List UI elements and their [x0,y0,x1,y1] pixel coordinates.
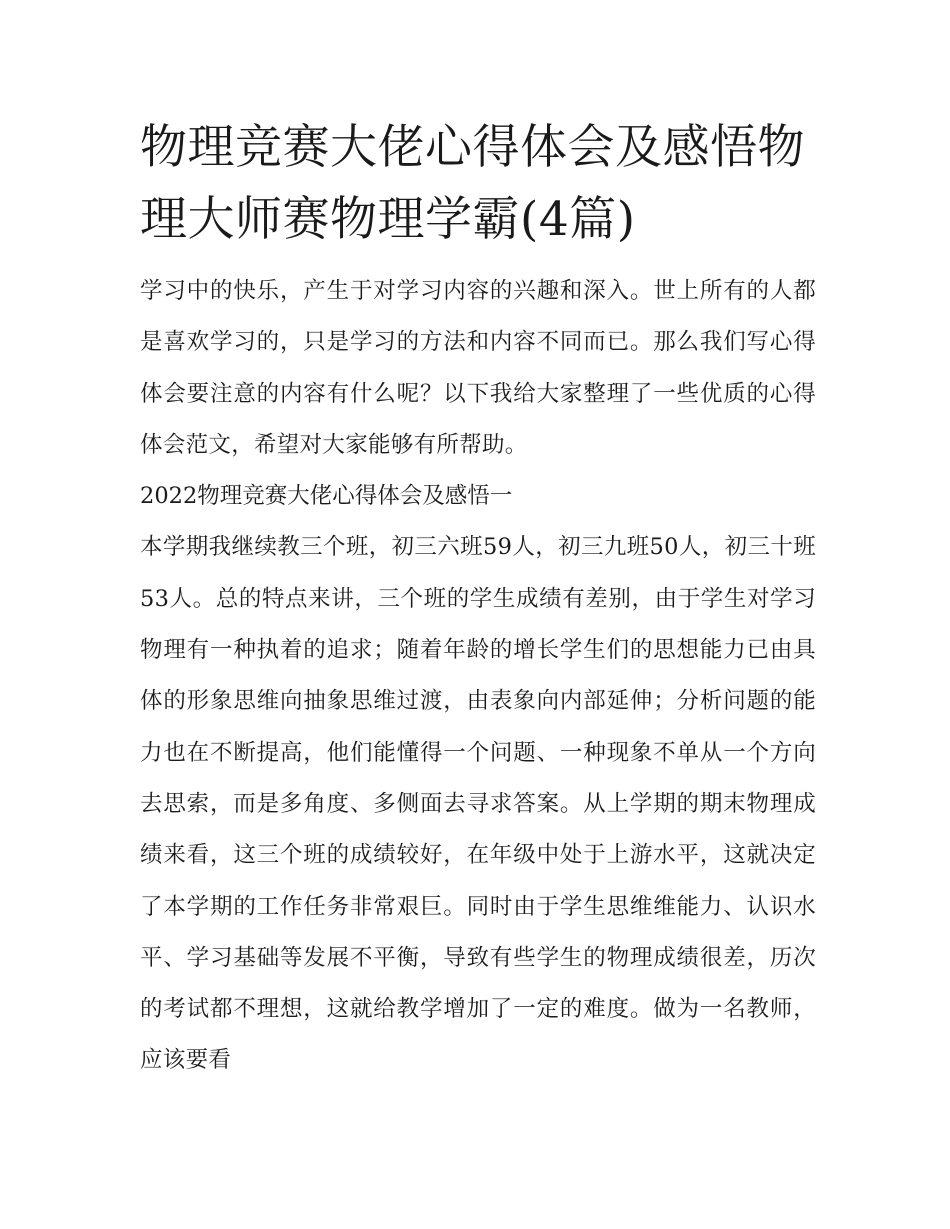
intro-paragraph: 学习中的快乐，产生于对学习内容的兴趣和深入。世上所有的人都是喜欢学习的，只是学习的方法和内容不同而已。那么我们写心得体会要注意的内容有什么呢？以下我给大家整理了一些优质的心得体会范文，希望对大家能够有所帮助。 [140,278,816,458]
body-paragraph: 本学期我继续教三个班，初三六班59人，初三九班50人，初三十班53人。总的特点来讲，三个班的学生成绩有差别，由于学生对学习物理有一种执着的追求；随着年龄的增长学生们的思想能力已由具体的形象思维向抽象思维过渡，由表象向内部延伸；分析问题的能力也在不断提高，他们能懂得一个问题、一种现象不单从一个方向去思索，而是多角度、多侧面去寻求答案。从上学期的期末物理成绩来看，这三个班的成绩较好，在年级中处于上游水平，这就决定了本学期的工作任务非常艰巨。同时由于学生思维维能力、认识水平、学习基础等发展不平衡，导致有些学生的物理成绩很差，历次的考试都不理想，这就给教学增加了一定的难度。做为一名教师，应该要看 [140,534,816,1074]
document-title: 物理竞赛大佬心得体会及感悟物理大师赛物理学霸(4篇) [140,120,805,247]
section-heading: 2022物理竞赛大佬心得体会及感悟一 [140,483,513,510]
document-page [140,112,816,1087]
